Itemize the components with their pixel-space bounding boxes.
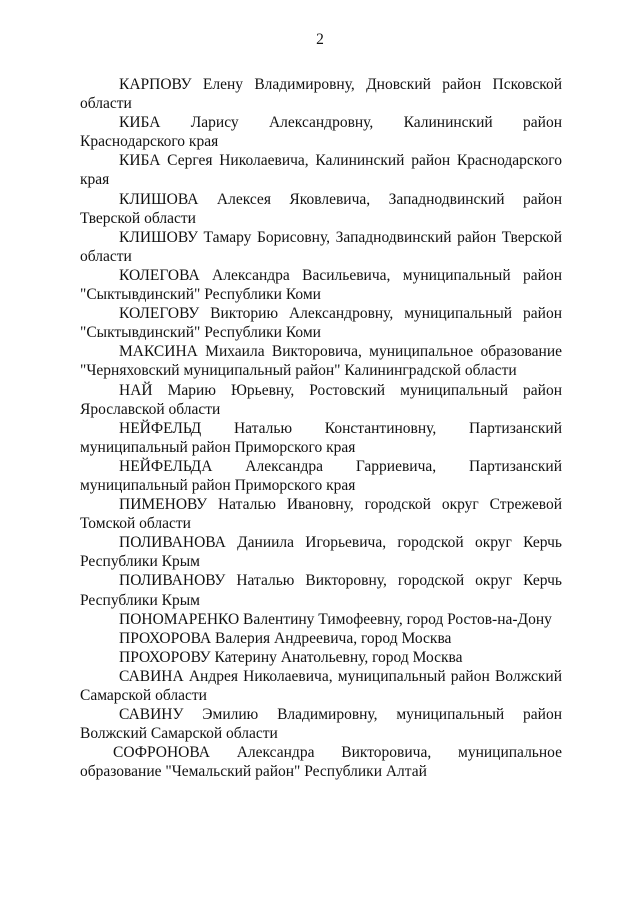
list-item: САВИНУ Эмилию Владимировну, муниципальный район Волжский Самарской области xyxy=(80,706,562,743)
list-item: САВИНА Андрея Николаевича, муниципальный район Волжский Самарской области xyxy=(80,667,562,704)
list-item: КОЛЕГОВУ Викторию Александровну, муниципальный район "Сыктывдинский" Республики Коми xyxy=(80,305,562,342)
list-item: МАКСИНА Михаила Викторовича, муниципальное образование "Черняховский муниципальный район" Калининградской области xyxy=(80,343,562,380)
list-item: ПИМЕНОВУ Наталью Ивановну, городской округ Стрежевой Томской области xyxy=(80,496,562,533)
list-item: ПОЛИВАНОВУ Наталью Викторовну, городской округ Керчь Республики Крым xyxy=(80,572,562,609)
list-item: КОЛЕГОВА Александра Васильевича, муниципальный район "Сыктывдинский" Республики Коми xyxy=(80,266,562,304)
list-item: НАЙ Марию Юрьевну, Ростовский муниципальный район Ярославской области xyxy=(80,381,562,418)
list-item: ПОЛИВАНОВА Даниила Игорьевича, городской округ Керчь Республики Крым xyxy=(80,534,562,571)
award-list xyxy=(80,75,562,781)
list-item: НЕЙФЕЛЬД Наталью Константиновну, Партизанский муниципальный район Приморского края xyxy=(80,419,562,456)
list-item: ПОНОМАРЕНКО Валентину Тимофеевну, город Ростов-на-Дону xyxy=(119,610,552,628)
list-item: КЛИШОВУ Тамару Борисовну, Западнодвинский район Тверской области xyxy=(80,228,562,265)
list-item: КЛИШОВА Алексея Яковлевича, Западнодвинский район Тверской области xyxy=(80,190,562,227)
page-number: 2 xyxy=(316,31,324,48)
list-item: КАРПОВУ Елену Владимировну, Дновский район Псковской области xyxy=(80,76,562,113)
list-item: НЕЙФЕЛЬДА Александра Гарриевича, Партизанский муниципальный район Приморского края xyxy=(80,457,562,494)
list-item: КИБА Ларису Александровну, Калининский район Краснодарского края xyxy=(80,114,562,151)
list-item: КИБА Сергея Николаевича, Калининский район Краснодарского края xyxy=(80,152,562,189)
list-item: ПРОХОРОВУ Катерину Анатольевну, город Москва xyxy=(119,648,463,666)
list-item: ПРОХОРОВА Валерия Андреевича, город Москва xyxy=(119,629,452,647)
list-item: СОФРОНОВА Александра Викторовича, муниципальное образование "Чемальский район" Республики Алтай xyxy=(80,744,562,781)
